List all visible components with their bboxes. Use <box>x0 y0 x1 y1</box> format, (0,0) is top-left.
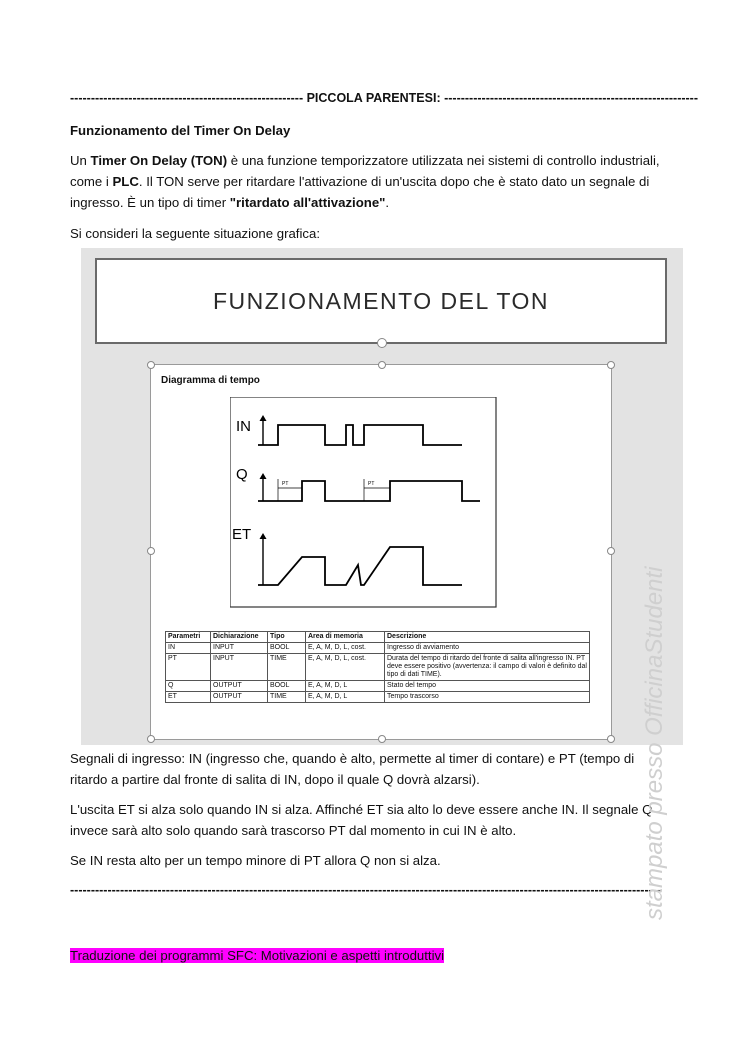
table-cell: OUTPUT <box>211 692 268 703</box>
resize-handle <box>607 735 615 743</box>
figure-intro-text: Si consideri la seguente situazione grafica: <box>70 226 320 241</box>
table-row <box>166 643 590 654</box>
resize-handle <box>607 361 615 369</box>
resize-handle <box>147 361 155 369</box>
table-cell: TIME <box>268 654 306 681</box>
in-axis-arrow <box>260 415 267 421</box>
table-cell: ET <box>166 692 211 703</box>
in-waveform <box>258 425 462 445</box>
header-cell: Area di memoria <box>306 632 385 643</box>
table-cell: Stato del tempo <box>385 681 590 692</box>
table-cell: E, A, M, D, L, cost. <box>306 643 385 654</box>
et-axis-arrow <box>260 533 267 539</box>
signal-label-in: IN <box>236 418 251 435</box>
parameters-table <box>165 631 590 703</box>
table-row <box>166 681 590 692</box>
signals-paragraph: Segnali di ingresso: IN (ingresso che, quando è alto, permette al timer di contare) e PT (tempo di ritardo a partire dal fronte di salita di IN, dopo il quale Q dovrà alzarsi). <box>70 751 635 787</box>
next-section-title <box>70 945 444 966</box>
table-cell: Durata del tempo di ritardo del fronte di salita all'ingresso IN. PT deve essere positivo (avvertenza: il campo di valori è definito dal tipo di dati TIME). <box>385 654 590 681</box>
table-cell: Ingresso di avviamento <box>385 643 590 654</box>
header-cell: Parametri <box>166 632 211 643</box>
diagram-frame <box>230 397 496 607</box>
pt-label: PT <box>282 481 289 487</box>
resize-handle <box>607 547 615 555</box>
resize-handle <box>147 735 155 743</box>
table-cell: INPUT <box>211 643 268 654</box>
separator-top: -------------------------------------------------------- PICCOLA PARENTESI: ------------------------------------------------------------- <box>70 91 699 105</box>
rotate-handle <box>377 338 387 348</box>
intro-paragraph: Un Timer On Delay (TON) è una funzione temporizzatore utilizzata nei sistemi di controllo industriali, come i PLC. Il TON serve per ritardare l'attivazione di un'uscita dopo che è stato dato un segnale di ingresso. È un tipo di timer "ritardato all'attivazione". <box>70 153 660 210</box>
table-cell: BOOL <box>268 681 306 692</box>
resize-handle <box>147 547 155 555</box>
watermark-text: stampato presso OfficinaStudenti <box>641 566 668 920</box>
signal-label-q: Q <box>236 466 248 483</box>
resize-handle <box>378 361 386 369</box>
diagram-title: Diagramma di tempo <box>161 375 260 386</box>
pt-label: PT <box>368 481 375 487</box>
resize-handle <box>378 735 386 743</box>
table-cell: Q <box>166 681 211 692</box>
table-cell: Tempo trascorso <box>385 692 590 703</box>
header-cell: Tipo <box>268 632 306 643</box>
header-cell: Dichiarazione <box>211 632 268 643</box>
table-cell: PT <box>166 654 211 681</box>
section-heading: Funzionamento del Timer On Delay <box>70 123 291 138</box>
header-cell: Descrizione <box>385 632 590 643</box>
ton-figure <box>81 248 683 745</box>
figure-title: FUNZIONAMENTO DEL TON <box>95 258 667 344</box>
table-cell: E, A, M, D, L, cost. <box>306 654 385 681</box>
highlighted-heading: Traduzione dei programmi SFC: Motivazioni e aspetti introduttivi <box>70 948 445 963</box>
et-paragraph: L'uscita ET si alza solo quando IN si alza. Affinché ET sia alto lo deve essere anche IN. Il segnale Q invece sarà alto solo quando sarà trascorso PT dal momento in cui IN è alto. <box>70 802 653 838</box>
separator-bottom: ---------------------------------------------------------------------------------------------------------------------------------------------- <box>70 883 662 897</box>
q-axis-arrow <box>260 473 267 479</box>
table-cell: IN <box>166 643 211 654</box>
table-cell: BOOL <box>268 643 306 654</box>
in-paragraph: Se IN resta alto per un tempo minore di PT allora Q non si alza. <box>70 853 441 868</box>
signal-label-et: ET <box>232 526 252 543</box>
table-header-row <box>166 632 590 643</box>
table-cell: E, A, M, D, L <box>306 692 385 703</box>
table-cell: OUTPUT <box>211 681 268 692</box>
table-cell: INPUT <box>211 654 268 681</box>
timing-diagram-panel <box>150 364 612 740</box>
table-cell: E, A, M, D, L <box>306 681 385 692</box>
timing-diagram <box>230 397 500 609</box>
table-row <box>166 654 590 681</box>
table-row <box>166 692 590 703</box>
table-cell: TIME <box>268 692 306 703</box>
et-waveform <box>258 547 462 585</box>
